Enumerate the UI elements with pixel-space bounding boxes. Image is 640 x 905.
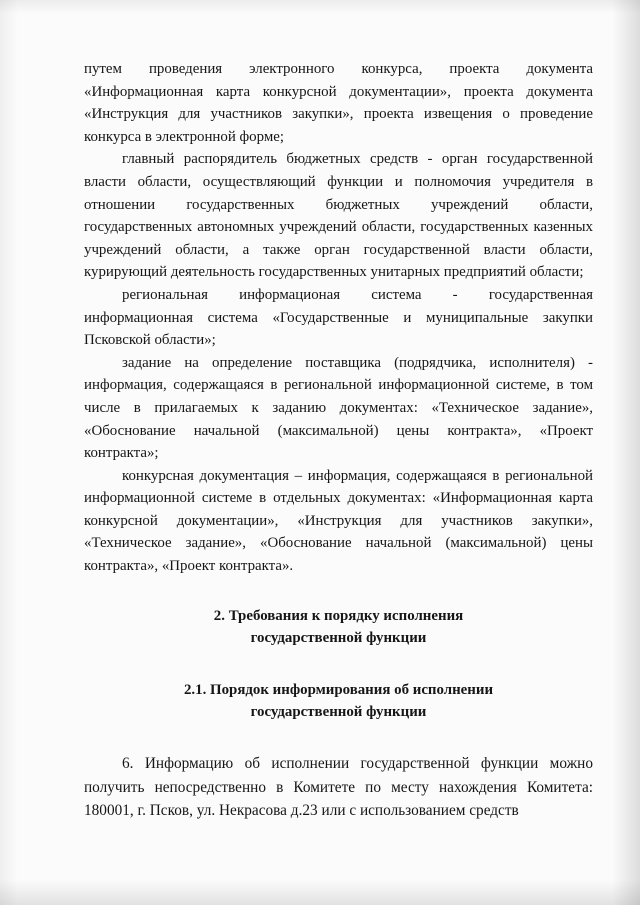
section-heading-2-line2: государственной функции: [250, 630, 427, 647]
paragraph-definition-chief-administrator: главный распорядитель бюджетных средств - орган государственной власти области, осуществляющий функции и полномочия учредителя в отношении государственных бюджетных учреждений области, государственных автономных учреждений области, государственных казенных учреждений области, а также орган государственной власти области, курирующий деятельность государственных унитарных предприятий области;: [84, 151, 593, 281]
section-heading-2-1: [84, 679, 593, 724]
section-heading-2: [84, 605, 593, 650]
section-heading-2-line1: 2. Требования к порядку исполнения: [213, 607, 464, 624]
paragraph-definition-tender-documentation: конкурсная документация – информация, содержащаяся в региональной информационной системе в отдельных документах: «Информационная карта конкурсной документации», «Инструкция для участников закупки», «Техническое задание», «Обоснование начальной (максимальной) цены контракта», «Проект контракта».: [84, 467, 593, 575]
paragraph-definition-supplier-task: задание на определение поставщика (подрядчика, исполнителя) - информация, содержащаяся в региональной информационной системе, в том числе в прилагаемых к заданию документах: «Техническое задание», «Обоснование начальной (максимальной) цены контракта», «Проект контракта»;: [84, 354, 593, 462]
paragraph-definition-regional-system: региональная информационая система - государственная информационная система «Государственные и муниципальные закупки Псковской области»;: [84, 286, 593, 349]
document-body: [84, 58, 593, 823]
paragraph-definition-procedure: путем проведения электронного конкурса, проекта документа «Информационная карта конкурсной документации», проекта документа «Инструкция для участников закупки», проекта извещения о проведение конкурса в электронной форме;: [84, 61, 593, 145]
paragraph-6: 6. Информацию об исполнении государственной функции можно получить непосредственно в Комитете по месту нахождения Комитета: 180001, г. Псков, ул. Некрасова д.23 или с использованием средств: [84, 755, 593, 820]
section-heading-2-1-line2: государственной функции: [250, 704, 427, 721]
section-heading-2-1-line1: 2.1. Порядок информирования об исполнении: [183, 681, 494, 698]
